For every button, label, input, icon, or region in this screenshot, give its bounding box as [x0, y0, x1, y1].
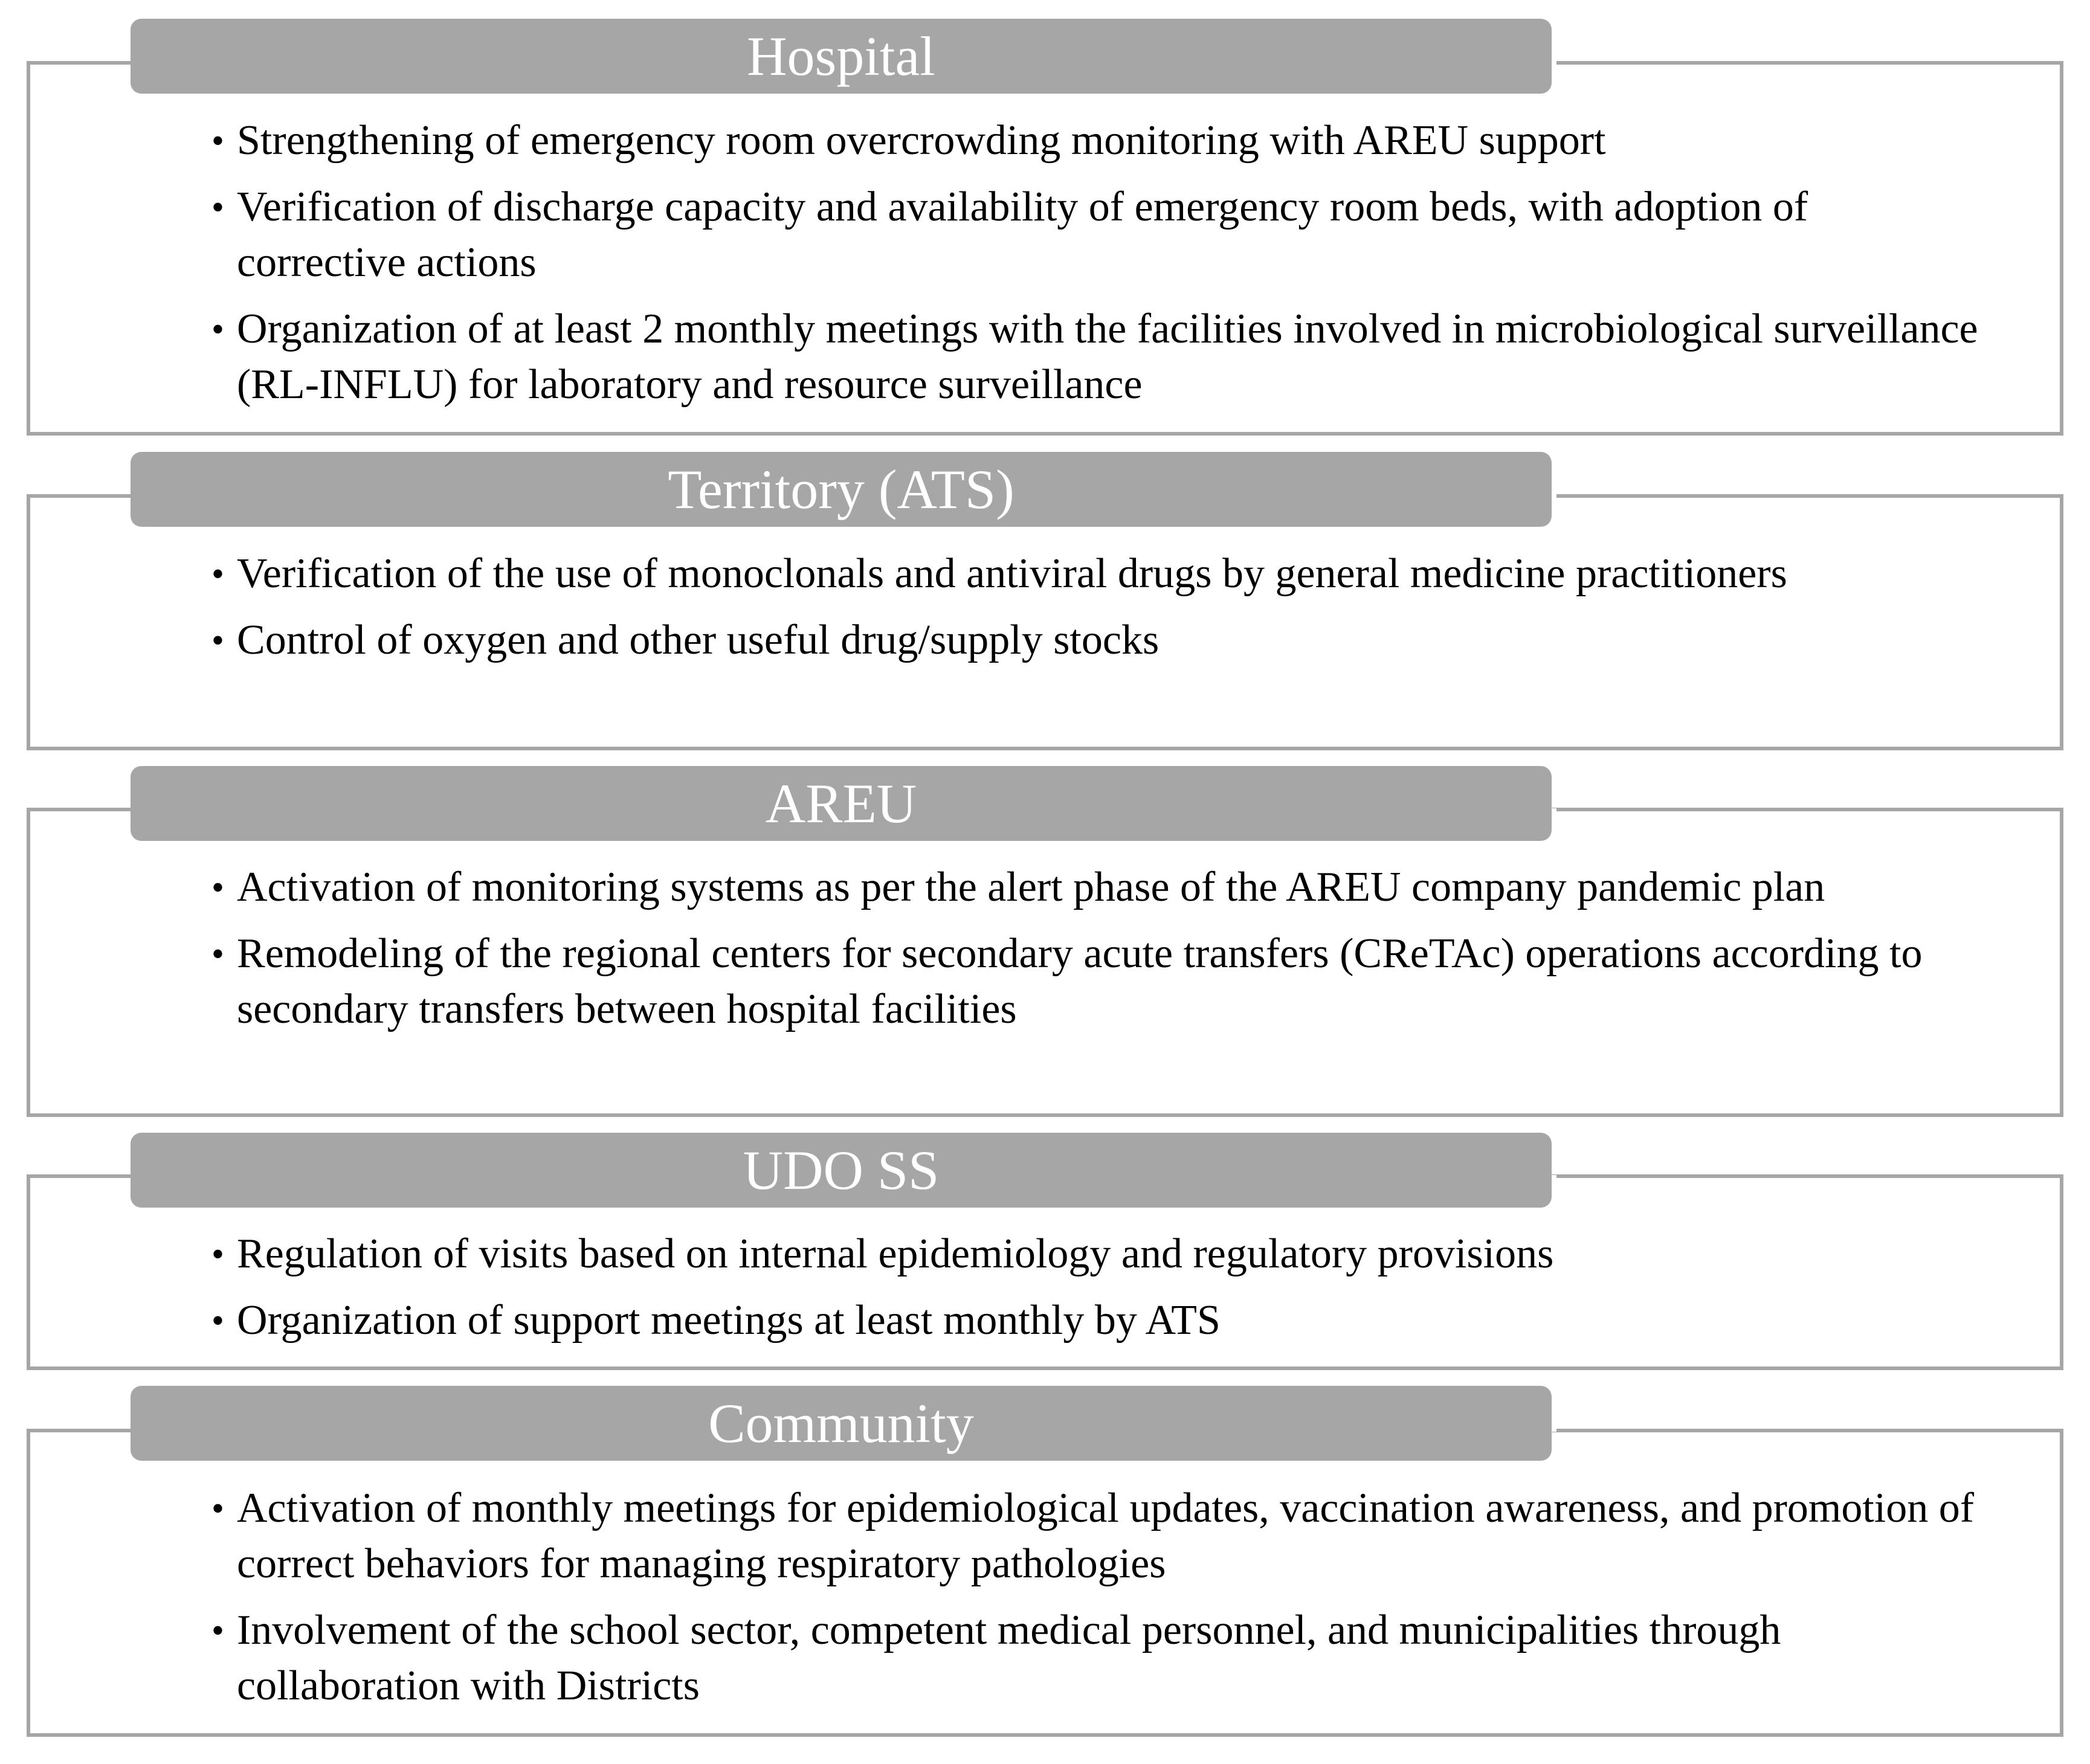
section-community-box	[27, 1429, 2063, 1737]
list-item: • Strengthening of emergency room overcrowding monitoring with AREU support	[211, 113, 1987, 169]
udo-ss-list	[211, 1226, 1987, 1359]
areu-list	[211, 860, 1987, 1048]
section-header-community: Community	[131, 1386, 1552, 1461]
section-header-territory: Territory (ATS)	[131, 452, 1552, 527]
list-item: • Regulation of visits based on internal epidemiology and regulatory provisions	[211, 1226, 1987, 1282]
section-header-udo-ss: UDO SS	[131, 1133, 1552, 1208]
list-item: • Activation of monitoring systems as per the alert phase of the AREU company pandemic plan	[211, 860, 1987, 915]
list-item: • Organization of support meetings at least monthly by ATS	[211, 1293, 1987, 1348]
hospital-list	[211, 113, 1987, 423]
section-areu-box	[27, 808, 2063, 1117]
section-header-areu: AREU	[131, 766, 1552, 841]
list-item: • Remodeling of the regional centers for secondary acute transfers (CReTAc) operations according to secondary transfers between hospital facilities	[211, 926, 1987, 1037]
section-header-hospital: Hospital	[131, 19, 1552, 94]
list-item: • Verification of discharge capacity and availability of emergency room beds, with adoption of corrective actions	[211, 179, 1987, 291]
list-item: • Involvement of the school sector, competent medical personnel, and municipalities through collaboration with Districts	[211, 1603, 1987, 1714]
territory-list	[211, 546, 1987, 679]
list-item: • Control of oxygen and other useful drug/supply stocks	[211, 613, 1987, 668]
section-hospital-box	[27, 61, 2063, 436]
section-territory-box	[27, 494, 2063, 750]
list-item: • Verification of the use of monoclonals and antiviral drugs by general medicine practitioners	[211, 546, 1987, 602]
list-item: • Organization of at least 2 monthly meetings with the facilities involved in microbiological surveillance (RL-INFLU) for laboratory and resource surveillance	[211, 301, 1987, 413]
list-item: • Activation of monthly meetings for epidemiological updates, vaccination awareness, and promotion of correct behaviors for managing respiratory pathologies	[211, 1481, 1987, 1592]
community-list	[211, 1481, 1987, 1725]
